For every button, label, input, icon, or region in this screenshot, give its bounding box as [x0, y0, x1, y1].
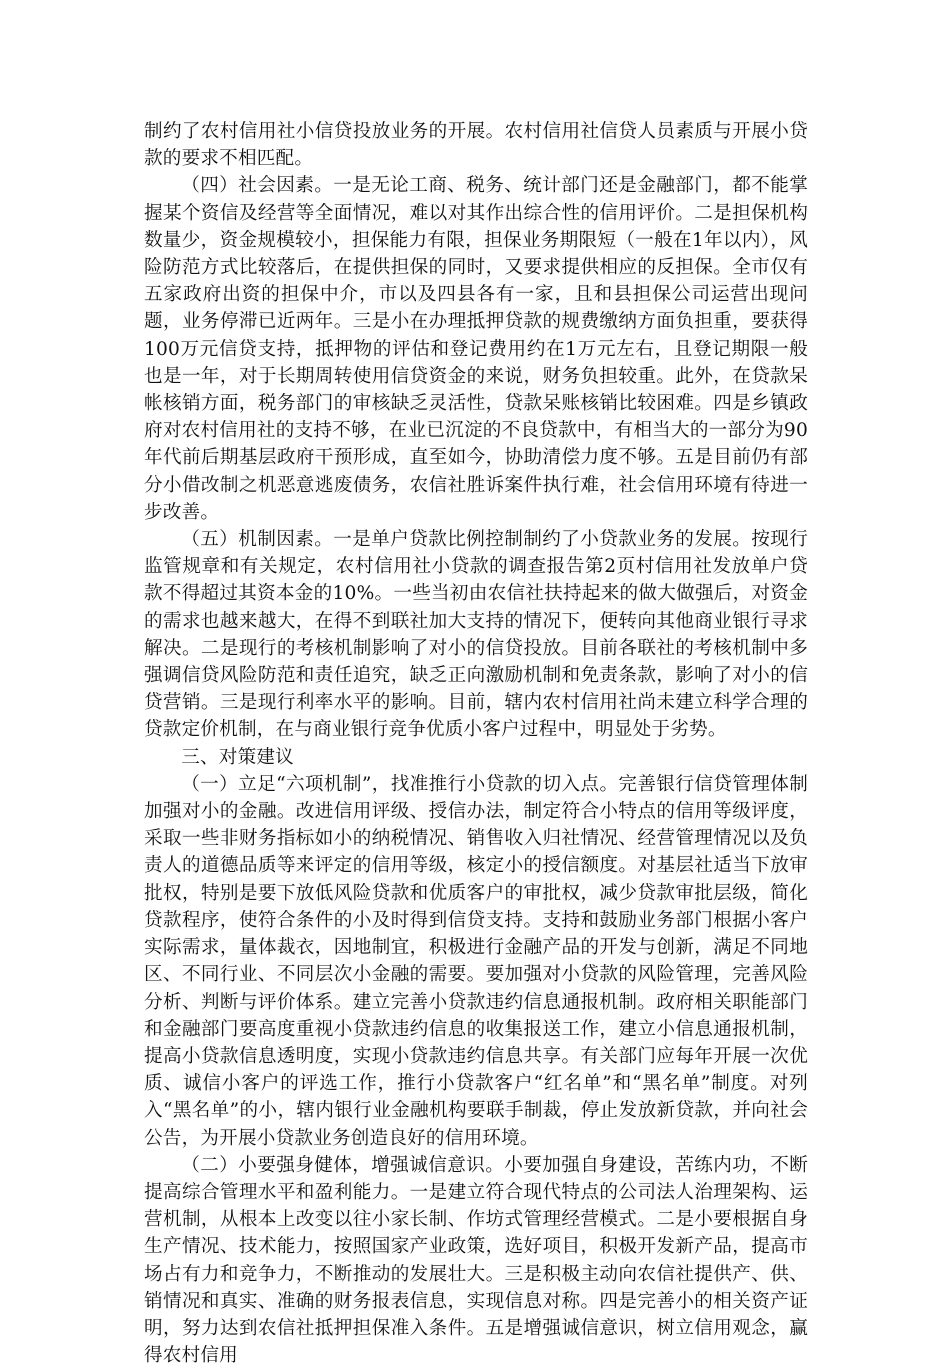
paragraph-strengthen-integrity: （二）小要强身健体，增强诚信意识。小要加强自身建设，苦练内功，不断提高综合管理水平和盈利能力。一是建立符合现代特点的公司法人治理架构、运营机制，从根本上改变以往小家长制、作坊式管理经营模式。二是小要根据自身生产情况、技术能力，按照国家产业政策，选好项目，积极开发新产品，提高市场占有力和竞争力，不断推动的发展壮大。三是积极主动向农信社提供产、供、销情况和真实、准确的财务报表信息，实现信息对称。四是完善小的相关资产证明，努力达到农信社抵押担保准入条件。五是增强诚信意识，树立信用观念，赢得农村信用: [144, 1154, 808, 1367]
paragraph-mechanism-factors: （五）机制因素。一是单户贷款比例控制制约了小贷款业务的发展。按现行监管规章和有关规定，农村信用社小贷款的调查报告第2页村信用社发放单户贷款不得超过其资本金的10%。一些当初由农信社扶持起来的做大做强后，对资金的需求也越来越大，在得不到联社加大支持的情况下，便转向其他商业银行寻求解决。二是现行的考核机制影响了对小的信贷投放。目前各联社的考核机制中多强调信贷风险防范和责任追究，缺乏正向激励机制和免责条款，影响了对小的信贷营销。三是现行利率水平的影响。目前，辖内农村信用社尚未建立科学合理的贷款定价机制，在与商业银行竞争优质小客户过程中，明显处于劣势。: [144, 529, 808, 741]
document-body: [144, 118, 808, 1369]
paragraph-continuation: 制约了农村信用社小信贷投放业务的开展。农村信用社信贷人员素质与开展小贷款的要求不相匹配。: [144, 121, 808, 170]
section-heading-recommendations: 三、对策建议: [181, 746, 294, 768]
paragraph-social-factors: （四）社会因素。一是无论工商、税务、统计部门还是金融部门，都不能掌握某个资信及经营等全面情况，难以对其作出综合性的信用评价。二是担保机构数量少，资金规模较小，担保能力有限，担保业务期限短（一般在1年以内），风险防范方式比较落后，在提供担保的同时，又要求提供相应的反担保。全市仅有五家政府出资的担保中介，市以及四县各有一家，且和县担保公司运营出现问题，业务停滞已近两年。三是小在办理抵押贷款的规费缴纳方面负担重，要获得100万元信贷支持，抵押物的评估和登记费用约在1万元左右，且登记期限一般也是一年，对于长期周转使用信贷资金的来说，财务负担较重。此外，在贷款呆帐核销方面，税务部门的审核缺乏灵活性，贷款呆账核销比较困难。四是乡镇政府对农村信用社的支持不够，在业已沉淀的不良贷款中，有相当大的一部分为90年代前后期基层政府干预形成，直至如今，协助清偿力度不够。五是目前仍有部分小借改制之机恶意逃废债务，农信社胜诉案件执行难，社会信用环境有待进一步改善。: [144, 175, 808, 523]
paragraph-six-mechanisms: （一）立足“六项机制”，找准推行小贷款的切入点。完善银行信贷管理体制加强对小的金融。改进信用评级、授信办法，制定符合小特点的信用等级评度，采取一些非财务指标如小的纳税情况、销售收入归社情况、经营管理情况以及负责人的道德品质等来评定的信用等级，核定小的授信额度。对基层社适当下放审批权，特别是要下放低风险贷款和优质客户的审批权，减少贷款审批层级，简化贷款程序，使符合条件的小及时得到信贷支持。支持和鼓励业务部门根据小客户实际需求，量体裁衣，因地制宜，积极进行金融产品的开发与创新，满足不同地区、不同行业、不同层次小金融的需要。要加强对小贷款的风险管理，完善风险分析、判断与评价体系。建立完善小贷款违约信息通报机制。政府相关职能部门和金融部门要高度重视小贷款违约信息的收集报送工作，建立小信息通报机制，提高小贷款信息透明度，实现小贷款违约信息共享。有关部门应每年开展一次优质、诚信小客户的评选工作，推行小贷款客户“红名单”和“黑名单”制度。对列入“黑名单”的小，辖内银行业金融机构要联手制裁，停止发放新贷款，并向社会公告，为开展小贷款业务创造良好的信用环境。: [144, 773, 808, 1149]
